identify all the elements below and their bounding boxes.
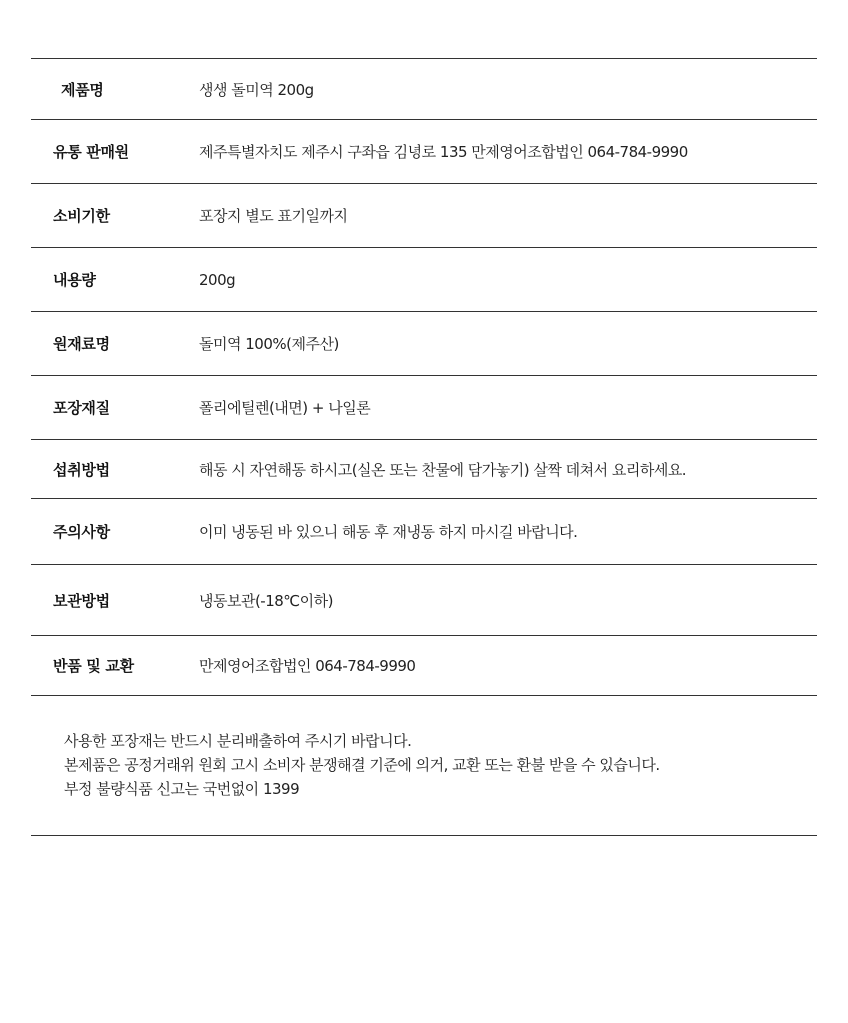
value-caution: 이미 냉동된 바 있으니 해동 후 재냉동 하지 마시길 바랍니다. <box>199 523 578 541</box>
info-row-packaging <box>31 376 817 440</box>
info-row-expiry <box>31 184 817 248</box>
product-info-table <box>31 58 817 696</box>
label-distributor: 유통 판매원 <box>53 143 129 161</box>
label-returns: 반품 및 교환 <box>53 657 134 675</box>
value-packaging: 폴리에틸렌(내면) + 나일론 <box>199 399 371 417</box>
label-how-to-eat: 섭취방법 <box>53 460 110 479</box>
info-row-ingredients <box>31 312 817 376</box>
info-row-returns <box>31 636 817 696</box>
value-how-to-eat: 해동 시 자연해동 하시고(실온 또는 찬물에 담가놓기) 살짝 데쳐서 요리하세요. <box>199 460 687 479</box>
label-ingredients: 원재료명 <box>53 335 110 353</box>
info-row-storage <box>31 565 817 636</box>
label-product-name: 제품명 <box>61 80 104 99</box>
info-row-distributor <box>31 120 817 184</box>
label-net-weight: 내용량 <box>53 271 96 289</box>
label-caution: 주의사항 <box>53 523 110 541</box>
info-row-net-weight <box>31 248 817 312</box>
value-distributor: 제주특별자치도 제주시 구좌읍 김녕로 135 만제영어조합법인 064-784-9990 <box>199 143 688 161</box>
label-packaging: 포장재질 <box>53 399 110 417</box>
notice-recycling: 사용한 포장재는 반드시 분리배출하여 주시기 바랍니다. <box>64 732 412 750</box>
value-net-weight: 200g <box>199 270 236 289</box>
value-ingredients: 돌미역 100%(제주산) <box>199 335 339 353</box>
value-returns: 만제영어조합법인 064-784-9990 <box>199 657 416 675</box>
value-storage: 냉동보관(-18℃이하) <box>199 591 333 610</box>
notice-report-hotline: 부정 불량식품 신고는 국번없이 1399 <box>64 780 300 798</box>
info-row-product-name <box>31 59 817 120</box>
value-product-name: 생생 돌미역 200g <box>199 80 314 99</box>
notice-consumer-dispute: 본제품은 공정거래위 원회 고시 소비자 분쟁해결 기준에 의거, 교환 또는 환불 받을 수 있습니다. <box>64 756 660 774</box>
info-row-how-to-eat <box>31 440 817 499</box>
notice-block <box>31 695 817 836</box>
info-row-caution <box>31 499 817 565</box>
label-expiry: 소비기한 <box>53 207 110 225</box>
label-storage: 보관방법 <box>53 591 110 610</box>
value-expiry: 포장지 별도 표기일까지 <box>199 207 348 225</box>
